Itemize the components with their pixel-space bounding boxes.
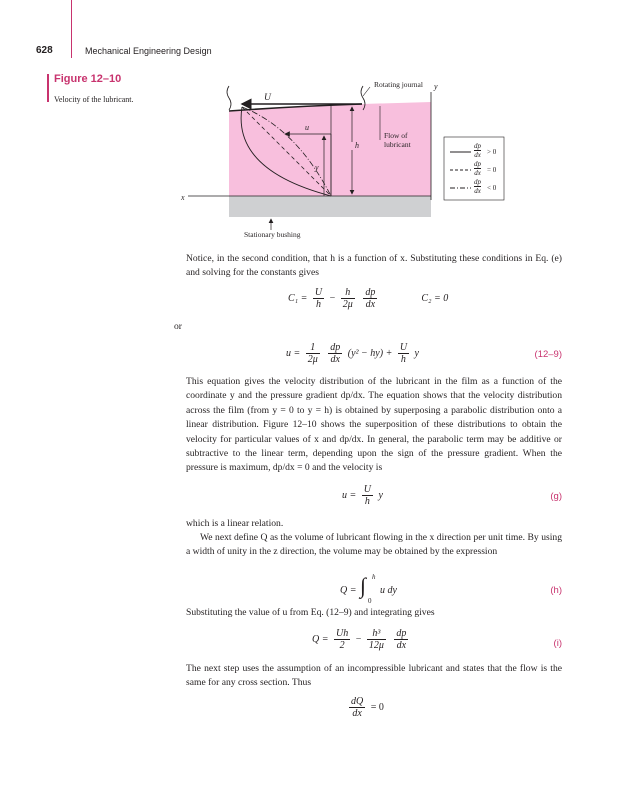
c1-lhs: C₁ = <box>288 292 308 304</box>
label-y: y <box>315 163 319 172</box>
running-title: Mechanical Engineering Design <box>85 46 212 56</box>
equation-continuity <box>346 696 384 719</box>
e129-mid: (y² − hy) + <box>347 347 393 359</box>
page-number: 628 <box>36 45 53 56</box>
equation-number-12-9: (12–9) <box>534 349 562 360</box>
c1-frac2-num: h <box>341 287 355 299</box>
journal-leader <box>363 87 370 96</box>
e129-lhs: u = <box>286 347 301 359</box>
paragraph-linear-relation: which is a linear relation. <box>186 518 284 529</box>
h-body: u dy <box>380 585 397 596</box>
last-num: dQ <box>351 696 364 707</box>
figure-number: Figure 12–10 <box>54 73 122 85</box>
stationary-bushing <box>229 196 431 217</box>
connector-or: or <box>174 321 182 332</box>
e129-frac1-num: 1 <box>306 342 320 354</box>
i-frac3-num: dp <box>396 628 407 639</box>
i-frac1-num: Uh <box>335 628 349 639</box>
legend-entry-negative <box>474 178 481 195</box>
legend-num: dp <box>474 160 481 168</box>
c1-frac2-den: 2μ <box>342 299 353 310</box>
paragraph-incompressible: The next step uses the assumption of an incompressible lubricant and states that the flow is the same for any cross section. Thus <box>186 663 562 689</box>
equation-constants <box>288 287 448 310</box>
label-u: u <box>305 123 309 132</box>
g-lhs: u = <box>342 489 357 501</box>
equation-g <box>342 484 383 507</box>
lubricant-film <box>229 102 431 196</box>
legend-rel-zero: = 0 <box>487 166 497 174</box>
c1-frac3-den: dx <box>365 299 376 310</box>
legend-entry-zero <box>474 160 481 177</box>
label-flow-line2: lubricant <box>384 140 411 149</box>
label-rotating-journal: Rotating journal <box>374 80 423 89</box>
legend-num: dp <box>474 178 481 186</box>
label-y-axis: y <box>434 82 438 91</box>
e129-tail: y <box>414 347 419 359</box>
paragraph-constants-intro: Notice, in the second condition, that h is a function of x. Substituting these conditions in Eq. (e) and solving for the constants gives <box>186 253 562 279</box>
g-tail: y <box>378 489 383 501</box>
label-h: h <box>355 141 359 150</box>
c1-minus: − <box>329 292 336 304</box>
equation-number-i: (i) <box>553 638 562 649</box>
last-tail: = 0 <box>370 701 384 713</box>
i-lhs: Q = <box>312 633 329 645</box>
c1-frac3-num: dp <box>365 287 376 298</box>
legend-rel-negative: < 0 <box>487 184 497 192</box>
label-stationary-bushing: Stationary bushing <box>244 230 301 239</box>
i-minus: − <box>355 633 362 645</box>
figure-caption: Velocity of the lubricant. <box>54 95 134 104</box>
legend-entry-positive <box>474 142 481 159</box>
e129-frac2-num: dp <box>330 342 341 353</box>
integral-sign: ∫ <box>360 573 367 598</box>
legend-num: dp <box>474 142 481 150</box>
e129-frac3-den: h <box>400 354 406 365</box>
label-U: U <box>264 92 271 103</box>
paragraph-velocity-distribution: This equation gives the velocity distribution of the lubricant in the film as a function of the coordinate y and the pressure gradient dp/dx. The equation shows that the velocity distribution across the film (from y = 0 to y = h) is obtained by superposing a parabolic distribution onto a linear distribution. Figure 12–10 shows the superposition of these distributions to obtain the velocity for particular values of x and dp/dx. In general, the parabolic term may be additive or subtractive to the linear term, depending upon the sign of the pressure gradient. When the pressure is maximum, dp/dx = 0 and the velocity is <box>186 376 562 474</box>
e129-frac3-num: U <box>399 342 408 353</box>
c1-frac1-num: U <box>314 287 323 298</box>
i-frac2-den: 12μ <box>368 640 384 651</box>
h-lower-limit: 0 <box>368 597 372 605</box>
i-frac2-num: h³ <box>367 628 386 640</box>
g-den: h <box>364 496 370 507</box>
paragraph-substituting: Substituting the value of u from Eq. (12–9) and integrating gives <box>186 607 435 618</box>
legend-rel-positive: > 0 <box>487 148 497 156</box>
e129-frac1-den: 2μ <box>307 354 318 365</box>
velocity-profile-diagram <box>0 0 626 250</box>
legend-den: dx <box>474 169 481 177</box>
paragraph-flow-definition: We next define Q as the volume of lubricant flowing in the x direction per unit time. By using a width of unity in the z direction, the volume may be obtained by the expression <box>186 532 562 558</box>
equation-number-g: (g) <box>550 491 562 502</box>
legend-den: dx <box>474 187 481 195</box>
equation-i <box>312 628 411 651</box>
i-frac3-den: dx <box>396 640 407 651</box>
equation-12-9 <box>286 342 419 365</box>
h-upper-limit: h <box>372 573 376 581</box>
equation-number-h: (h) <box>550 585 562 596</box>
g-num: U <box>363 484 371 495</box>
legend-den: dx <box>474 151 481 159</box>
last-den: dx <box>352 708 362 719</box>
c2-equation: C₂ = 0 <box>421 292 449 304</box>
label-flow-line1: Flow of <box>384 131 408 140</box>
c1-frac1-den: h <box>316 299 322 310</box>
h-lhs: Q = <box>340 585 357 596</box>
label-x-axis: x <box>181 193 185 202</box>
i-frac1-den: 2 <box>339 640 345 651</box>
e129-frac2-den: dx <box>330 354 340 365</box>
